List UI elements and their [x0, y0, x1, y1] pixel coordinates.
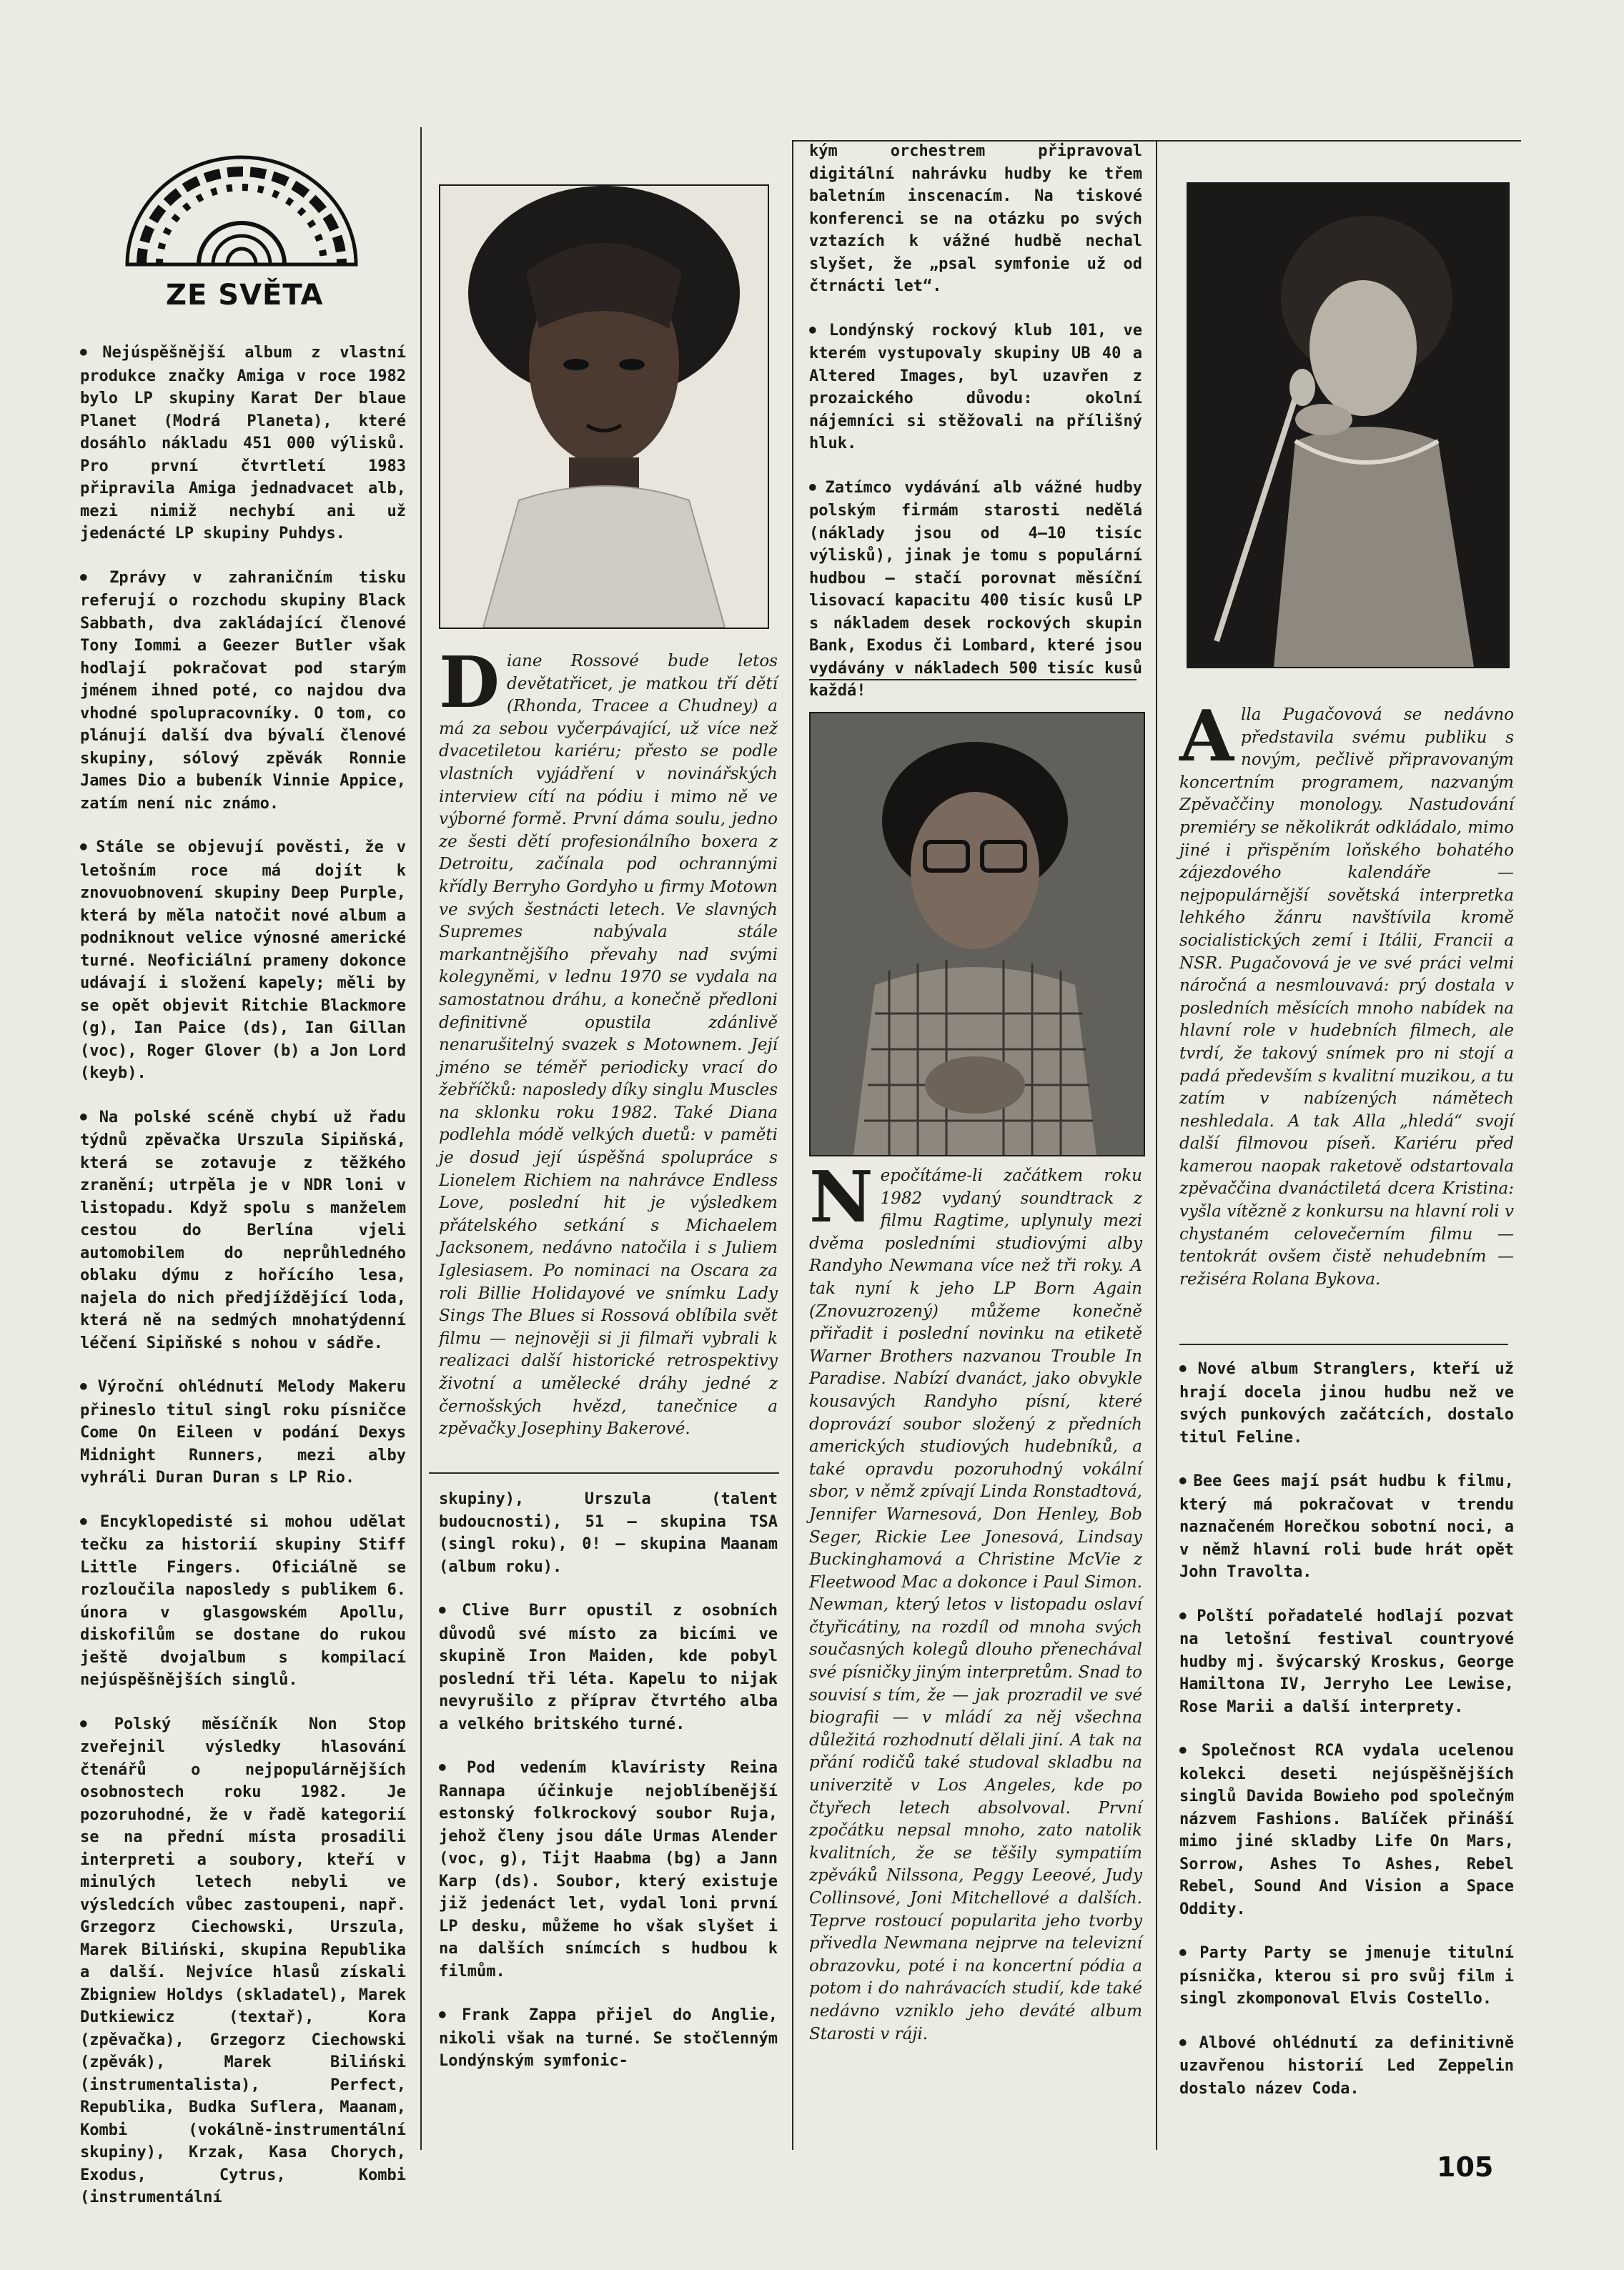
news-item: ● Pod vedením klavíristy Reina Rannapa účinkuje nejoblíbenější estonský folkrockový soubor Ruja, jehož členy jsou dále Urmas Alender (voc, g), Tijt Haabma (bg) a Jann Karp (ds). Soubor, který existuje již jedenáct let, vydal loni první LP desku, můžeme ho však slyšet i na dalších snímcích s hudbou k filmům. [439, 1759, 778, 1981]
column-divider [792, 140, 793, 2150]
page-number: 105 [1437, 2151, 1494, 2183]
column-2 [439, 642, 778, 1441]
randy-newman-article: Nepočítáme-li začátkem roku 1982 vydaný soundtrack z filmu Ragtime, uplynuly mezi dvěma posledními studiovými alby Randyho Newmana více než tři roky. A tak nyní k jeho LP Born Again (Znovuzrozený) můžeme konečně přiřadit i poslední novinku na etiketě Warner Brothers nazvanou Trouble In Paradise. Nabízí dvanáct, jako obvykle kousavých Randyho písní, které doprovází soubor složený z předních amerických studiových hudebníků, a také opravdu pozoruhodný vokální sbor, v němž zpívají Linda Ronstadtová, Jennifer Warnesová, Don Henley, Bob Seger, Rickie Lee Jonesová, Lindsay Buckinghamová a Christine McVie z Fleetwood Mac a dokonce i Paul Simon. Newman, který letos v listopadu oslaví čtyřicátiny, na rozdíl od mnoha svých současných kolegů dlouho přenechával své písničky jiným interpretům. Snad to souvisí s tím, že — jak prozradil ve své biografii — v mládí za něj všechna důležitá rozhodnutí dělali jiní. A tak na přání rodičů také studoval skladbu na univerzitě v Los Angeles, kde po čtyřech letech absolvoval. První zpočátku nepsal mnoho, zato natolik kvalitních, že se těšily sympatiím zpěváků Nilssona, Peggy Leeové, Judy Collinsové, Joni Mitchellové a dalších. Teprve rostoucí popularita jeho tvorby přivedla Newmana nejprve na televizní obrazovku, poté i na koncertní pódia a potom i do nahrávacích studií, kde také nedávno vzniklo jeho deváté album Starosti v ráji. [809, 1156, 1142, 2043]
news-item: ● Frank Zappa přijel do Anglie, nikoli však na turné. Se stočlenným Londýnským symfonic- [439, 2006, 778, 2070]
news-item: ● Party Party se jmenuje titulní písnička, kterou si pro svůj film i singl zkomponoval Elvis Costello. [1179, 1944, 1514, 2008]
column-4 [1179, 695, 1514, 1291]
alla-pugacheva-photo [1187, 182, 1510, 668]
column-3 [809, 140, 1142, 724]
news-item: ● Bee Gees mají psát hudbu k filmu, který má pokračovat v trendu naznačeném Horečkou sobotní noci, a v němž hlavní roli bude hrát opět John Travolta. [1179, 1472, 1514, 1581]
news-item: skupiny), Urszula (talent budoucnosti), 51 — skupina TSA (singl roku), 0! — skupina Maanam (album roku). [439, 1490, 778, 1576]
news-item: ● Výroční ohlédnutí Melody Makeru přineslo titul singl roku písničce Come On Eileen v podání Dexys Midnight Runners, mezi alby vyhráli Duran Duran s LP Rio. [80, 1378, 406, 1487]
news-item: ● Encyklopedisté si mohou udělat tečku za historií skupiny Stiff Little Fingers. Oficiálně se rozloučila naposledy s publikem 6. února v glasgowském Apollu, diskofilům se dostane do rukou ještě dvojalbum s kompilací nejúspěšnějších singlů. [80, 1512, 406, 1689]
news-item: kým orchestrem připravoval digitální nahrávku hudby ke třem baletním inscenacím. Na tiskové konferenci se na otázku po svých vztazích k vážné hudbě nechal slyšet, že „psal symfonie už od čtrnácti let“. [809, 142, 1142, 295]
column-divider [420, 127, 422, 2150]
news-item: ● Nejúspěšnější album z vlastní produkce značky Amiga v roce 1982 bylo LP skupiny Karat Der blaue Planet (Modrá Planeta), které dosáhlo nákladu 451 000 výlisků. Pro první čtvrtletí 1983 připravila Amiga jednadvacet alb, mezi nimiž nechybí ani už jedenácté LP skupiny Puhdys. [80, 344, 406, 542]
diana-ross-article: Diane Rossové bude letos devětatřicet, je matkou tří dětí (Rhonda, Tracee a Chudney) a má za sebou vyčerpávající, už více než dvacetiletou kariéru; přesto se podle vlastních vyjádření v novinářských interview cítí na pódiu i mimo ně ve výborné formě. První dáma soulu, jedno ze šesti dětí profesionálního boxera z Detroitu, začínala pod ochrannými křídly Berryho Gordyho u firmy Motown ve svých šestnácti letech. Ve slavných Supremes nabývala stále markantnějšího převahy nad svými kolegyněmi, v lednu 1970 se vydala na samostatnou dráhu, a konečně předloni definitivně opustila zdánlivě nenarušitelný svazek s Motownem. Její jméno se téměř periodicky vrací do žebříčků: naposledy díky singlu Muscles na sklonku roku 1982. Také Diana podlehla módě velkých duetů: v paměti je dosud její úspěšná spolupráce s Lionelem Richiem na nahrávce Endless Love, poslední hit je výsledkem přátelského setkání s Michaelem Jacksonem, nedávno natočila i s Juliem Iglesiasem. Po nominaci na Oscara za roli Billie Holidayové ve snímku Lady Sings The Blues si Rossová oblíbila svět filmu — nejnověji si ji filmaři vybrali k realizaci další historické retrospektivy životní a umělecké dráhy jedné z černošských hvězd, tanečnice a zpěvačky Josephiny Bakerové. [439, 642, 778, 1439]
news-item: ● Společnost RCA vydala ucelenou kolekci deseti nejúspěšnějších singlů Davida Bowieho pod společným názvem Fashions. Balíček přináší mimo jiné skladby Life On Mars, Sorrow, Ashes To Ashes, Rebel Rebel, Sound And Vision a Space Oddity. [1179, 1742, 1514, 1918]
news-item: ● Polští pořadatelé hodlají pozvat na letošní festival countryové hudby mj. švýcarský Kroskus, George Hamiltona IV, Jerryho Lee Lewise, Rose Marii a další interprety. [1179, 1607, 1514, 1716]
column-divider [1156, 140, 1157, 2150]
news-item: ● Clive Burr opustil z osobních důvodů své místo za bicími ve skupině Iron Maiden, kde pobyl poslední tři léta. Kapelu to nijak nevyrušilo z příprav čtvrtého alba a velkého britského turné. [439, 1602, 778, 1733]
column-4-news [1179, 1358, 1514, 2121]
alla-pugacheva-article: Alla Pugačovová se nedávno představila svému publiku s novým, pečlivě připravovaným koncertním programem, nazvaným Zpěvaččiny monology. Nastudování premiéry se několikrát odkládalo, mimo jiné i přispěním loňského bohatého zájezdového kalendáře — nejpopulárnější sovětská interpretka lehkého žánru navštívila kromě socialistických zemí i Itálii, Francii a NSR. Pugačovová je ve své práci velmi náročná a nesmlouvavá: prý dostala v posledních měsících mnoho nabídek na hlavní role v hudebních filmech, ale tvrdí, že takový snímek pro ni stojí a padá především s kvalitní muzikou, a tu zatím v nabízených námětech neshledala. A tak Alla „hledá“ svojí další filmovou píseň. Kariéru před kamerou naopak raketově odstartovala zpěvaččina dvanáctiletá dcera Kristina: vyšla vítězně z konkursu na hlavní roli v chystaném celovečerním filmu — tentokrát ovšem čistě nehudebním — režiséra Rolana Bykova. [1179, 695, 1514, 1289]
section-rule [429, 1472, 779, 1474]
news-item: ● Albové ohlédnutí za definitivně uzavřenou historií Led Zeppelin dostalo název Coda. [1179, 2033, 1514, 2098]
ze-sveta-logo-icon [120, 150, 363, 272]
section-title: ZE SVĚTA [166, 279, 324, 312]
news-item: ● Londýnský rockový klub 101, ve kterém vystupovaly skupiny UB 40 a Altered Images, byl uzavřen z prozaického důvodu: okolní nájemníci si stěžovali na přílišný hluk. [809, 321, 1142, 452]
column-2-news [439, 1488, 778, 2094]
news-item: ● Na polské scéně chybí už řadu týdnů zpěvačka Urszula Sipiňská, která se zotavuje z těžkého zranění; utrpěla je v NDR loni v listopadu. Když spolu s manželem cestou do Berlína vjeli automobilem do neprůhledného oblaku dýmu z hořícího lesa, najela do nich předjíždějící loda, která ně na sedmých mnohatýdenní léčení Sipiňské s nohou v sádře. [80, 1108, 407, 1352]
section-rule [1179, 1344, 1508, 1345]
news-item: ● Stále se objevují pověsti, že v letošním roce má dojít k znovuobnovení skupiny Deep Purple, která by měla natočit nové album a podniknout velice výnosné americké turné. Neoficiální prameny dokonce udávají i složení kapely; měli by se opět objevit Ritchie Blackmore (g), Ian Paice (ds), Ian Gillan (voc), Roger Glover (b) a Jon Lord (keyb). [80, 838, 406, 1082]
news-item: ● Zatímco vydávání alb vážné hudby polským firmám starosti nedělá (náklady jsou od 4—10 tisíc výlisků), jinak je tomu s populární hudbou — stačí porovnat měsíční lisovací kapacitu 400 tisíc kusů LP s nákladem desek rockových skupin Bank, Exodus či Lombard, které jsou vydávány v nákladech 500 tisíc kusů každá! [809, 478, 1143, 700]
column-1 [80, 342, 406, 2231]
column-3-feature [809, 1156, 1142, 2046]
news-item: ● Zprávy v zahraničním tisku referují o rozchodu skupiny Black Sabbath, dva zakládající členové Tony Iommi a Geezer Butler však hodlají pokračovat pod starým jménem ihned poté, co najdou dva vhodné spolupracovníky. O tom, co plánují další dva bývalí členové skupiny, sólový zpěvák Ronnie James Dio a bubeník Vinnie Appice, zatím není nic známo. [80, 568, 407, 813]
diana-ross-photo [439, 184, 769, 629]
news-item: ● Nové album Stranglers, kteří už hrají docela jinou hudbu než ve svých punkových začátcích, dostalo titul Feline. [1179, 1360, 1514, 1447]
news-item: ● Polský měsíčník Non Stop zveřejnil výsledky hlasování čtenářů o nejpopulárnějších osobnostech roku 1982. Je pozoruhodné, že v řadě kategorií se na přední místa prosadili interpreti a soubory, kteří v minulých letech nebyli ve výsledcích vůbec zastoupeni, např. Grzegorz Ciechowski, Urszula, Marek Biliński, skupina Republika a další. Nejvíce hlasů získali Zbigniew Holdys (skladatel), Marek Dutkiewicz (textař), Kora (zpěvačka), Grzegorz Ciechowski (zpěvák), Marek Biliński (instrumentalista), Perfect, Republika, Budka Suflera, Maanam, Kombi (vokálně-instrumentální skupiny), Krzak, Kasa Chorych, Exodus, Cytrus, Kombi (instrumentální [80, 1715, 406, 2206]
randy-newman-photo [809, 712, 1145, 1156]
